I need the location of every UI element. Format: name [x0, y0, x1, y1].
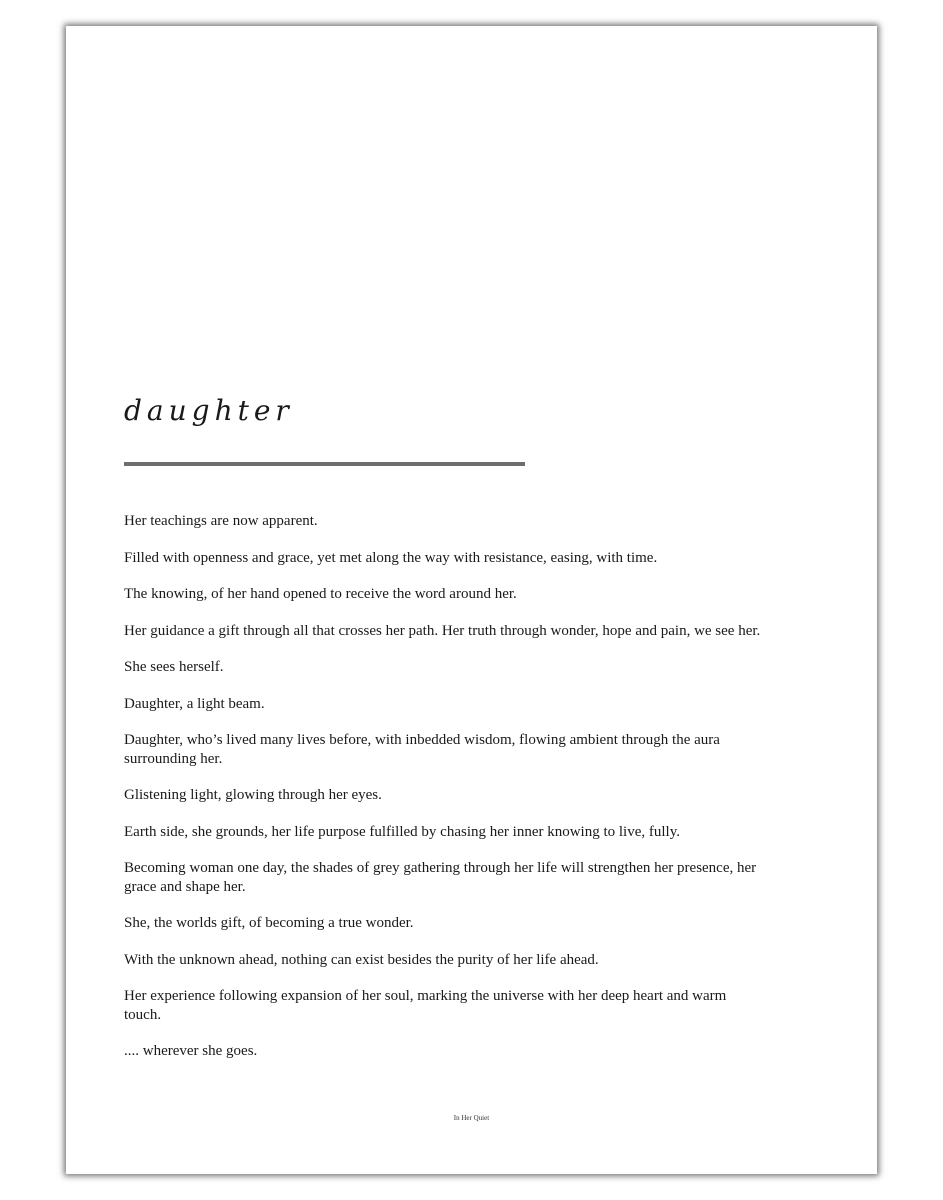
poem-paragraph: Becoming woman one day, the shades of grey gathering through her life will strengthen her presence, her grace and shape her. — [124, 860, 757, 895]
poem-paragraph: Her guidance a gift through all that crosses her path. Her truth through wonder, hope and pain, we see her. — [124, 622, 761, 639]
poem-paragraph: Earth side, she grounds, her life purpose fulfilled by chasing her inner knowing to live, fully. — [124, 823, 680, 840]
poem-paragraph: Daughter, a light beam. — [124, 695, 265, 712]
poem-paragraph: She, the worlds gift, of becoming a true wonder. — [124, 915, 414, 931]
page-footer: In Her Quiet — [453, 1114, 490, 1122]
poem-paragraph: .... wherever she goes. — [124, 1043, 258, 1059]
poem-paragraph: The knowing, of her hand opened to receive the word around her. — [124, 586, 517, 602]
title-divider — [124, 462, 525, 466]
poem-paragraph: Daughter, who’s lived many lives before, with inbedded wisdom, flowing ambient through the aura surrounding her. — [124, 732, 720, 767]
poem-paragraph: Glistening light, glowing through her eyes. — [124, 787, 382, 803]
poem-paragraph: Her teachings are now apparent. — [124, 513, 318, 529]
poem-paragraph: She sees herself. — [124, 659, 224, 675]
poem-body — [124, 512, 764, 1079]
page-title: daughter — [124, 394, 294, 427]
poem-paragraph: With the unknown ahead, nothing can exist besides the purity of her life ahead. — [124, 951, 599, 968]
poem-page — [66, 26, 877, 1174]
poem-paragraph: Filled with openness and grace, yet met along the way with resistance, easing, with time. — [124, 549, 658, 566]
poem-paragraph: Her experience following expansion of her soul, marking the universe with her deep heart and warm touch. — [124, 988, 727, 1023]
